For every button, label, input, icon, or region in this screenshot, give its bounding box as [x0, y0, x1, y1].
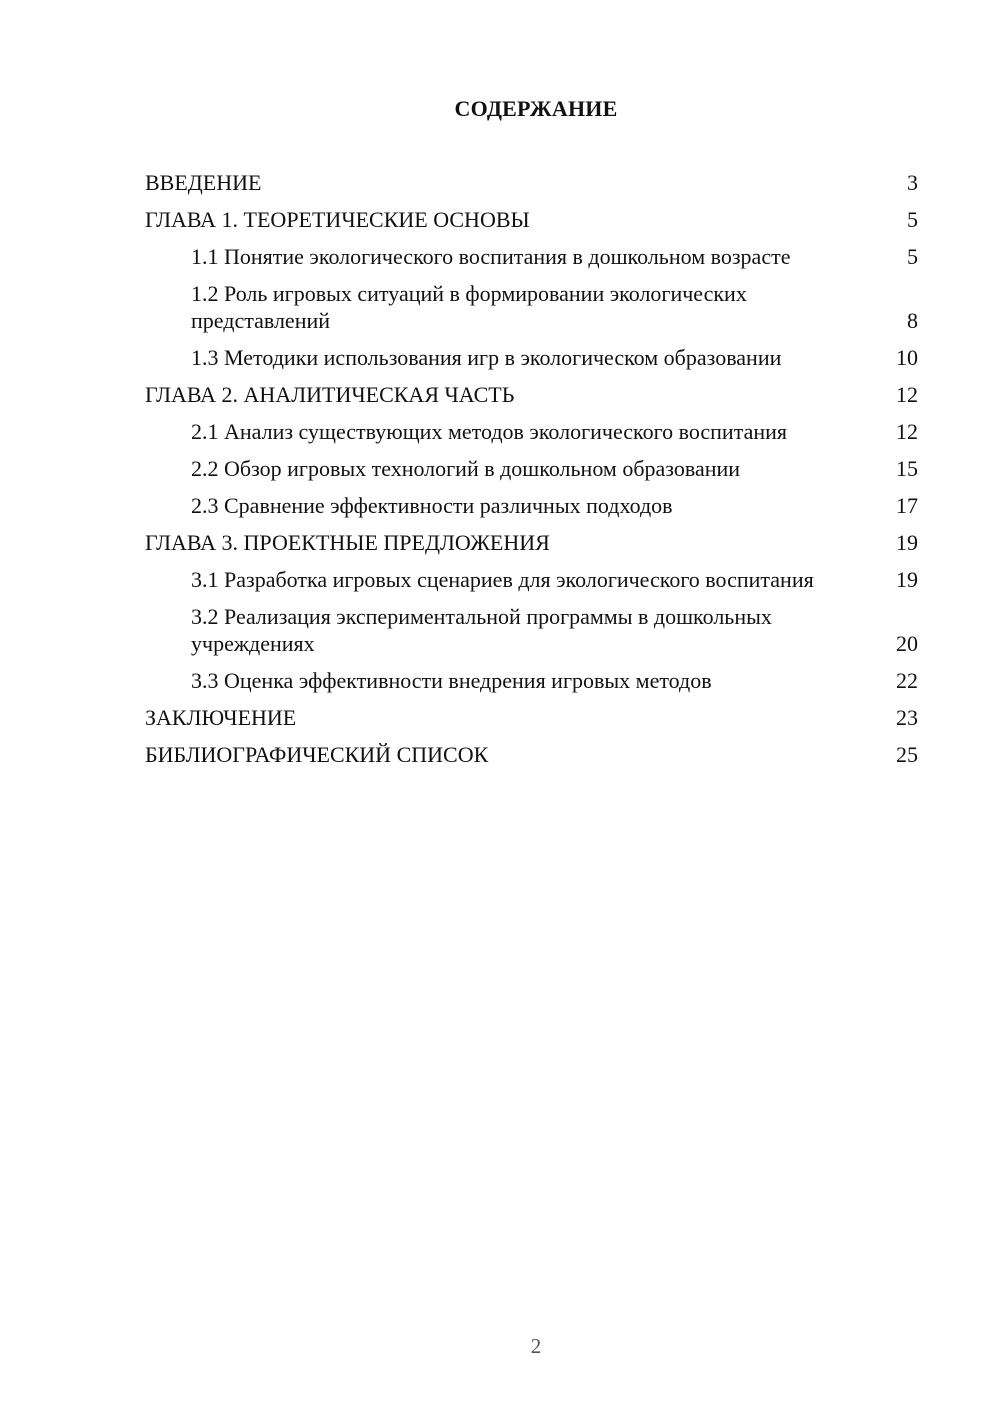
toc-subentry-page: 12	[896, 419, 918, 444]
toc-subentry-label: 2.3 Сравнение эффективности различных подходов	[191, 493, 673, 518]
toc-subentry-label: 3.3 Оценка эффективности внедрения игровых методов	[191, 668, 712, 693]
toc-subentry-page: 15	[896, 456, 918, 481]
toc-entry-page: 3	[907, 170, 918, 195]
toc-entry-page: 12	[896, 382, 918, 407]
toc-entry[interactable]	[145, 206, 918, 233]
toc-subentry-page: 19	[896, 567, 918, 592]
toc-entry-label: ЗАКЛЮЧЕНИЕ	[145, 705, 297, 730]
toc-subentry[interactable]	[145, 667, 918, 694]
toc-entry[interactable]	[145, 381, 918, 408]
toc-entry-page: 5	[907, 207, 918, 232]
toc-subentry-page: 10	[896, 345, 918, 370]
toc-subentry[interactable]	[145, 243, 918, 270]
toc-entry-label: ГЛАВА 2. АНАЛИТИЧЕСКАЯ ЧАСТЬ	[145, 382, 515, 407]
toc-subentry-page: 17	[896, 493, 918, 518]
toc-subentry-label: 1.3 Методики использования игр в экологическом образовании	[191, 345, 782, 370]
toc-entry[interactable]	[145, 169, 918, 196]
toc-entry[interactable]	[145, 741, 918, 768]
toc-entry-label: ГЛАВА 3. ПРОЕКТНЫЕ ПРЕДЛОЖЕНИЯ	[145, 530, 550, 555]
toc-entry-page: 25	[896, 742, 918, 767]
toc-subentry-label: 3.1 Разработка игровых сценариев для экологического воспитания	[191, 567, 814, 592]
toc-subentry-page: 22	[896, 668, 918, 693]
page-title: СОДЕРЖАНИЕ	[454, 96, 618, 121]
toc-subentry[interactable]	[145, 566, 918, 593]
toc-entry-label: БИБЛИОГРАФИЧЕСКИЙ СПИСОК	[145, 742, 489, 767]
toc-subentry-label: 1.2 Роль игровых ситуаций в формировании экологических представлений	[191, 281, 747, 333]
toc-subentry[interactable]	[145, 603, 918, 657]
toc-subentry[interactable]	[145, 492, 918, 519]
toc-subentry-label: 2.1 Анализ существующих методов экологического воспитания	[191, 419, 788, 444]
toc-entry-label: ВВЕДЕНИЕ	[145, 170, 262, 195]
toc-subentry-page: 5	[907, 244, 918, 269]
toc-entry-label: ГЛАВА 1. ТЕОРЕТИЧЕСКИЕ ОСНОВЫ	[145, 207, 530, 232]
table-of-contents	[145, 169, 918, 778]
toc-subentry-page: 20	[896, 631, 918, 656]
toc-subentry[interactable]	[145, 344, 918, 371]
toc-subentry[interactable]	[145, 280, 918, 334]
toc-subentry[interactable]	[145, 418, 918, 445]
toc-subentry-label: 3.2 Реализация экспериментальной программы в дошкольных учреждениях	[191, 604, 772, 656]
page-number: 2	[530, 1334, 542, 1358]
toc-entry-page: 19	[896, 530, 918, 555]
toc-entry[interactable]	[145, 529, 918, 556]
toc-subentry-label: 1.1 Понятие экологического воспитания в дошкольном возрасте	[191, 244, 791, 269]
toc-subentry-page: 8	[907, 308, 918, 333]
toc-subentry-label: 2.2 Обзор игровых технологий в дошкольном образовании	[191, 456, 741, 481]
toc-entry-page: 23	[896, 705, 918, 730]
toc-subentry[interactable]	[145, 455, 918, 482]
toc-entry[interactable]	[145, 704, 918, 731]
